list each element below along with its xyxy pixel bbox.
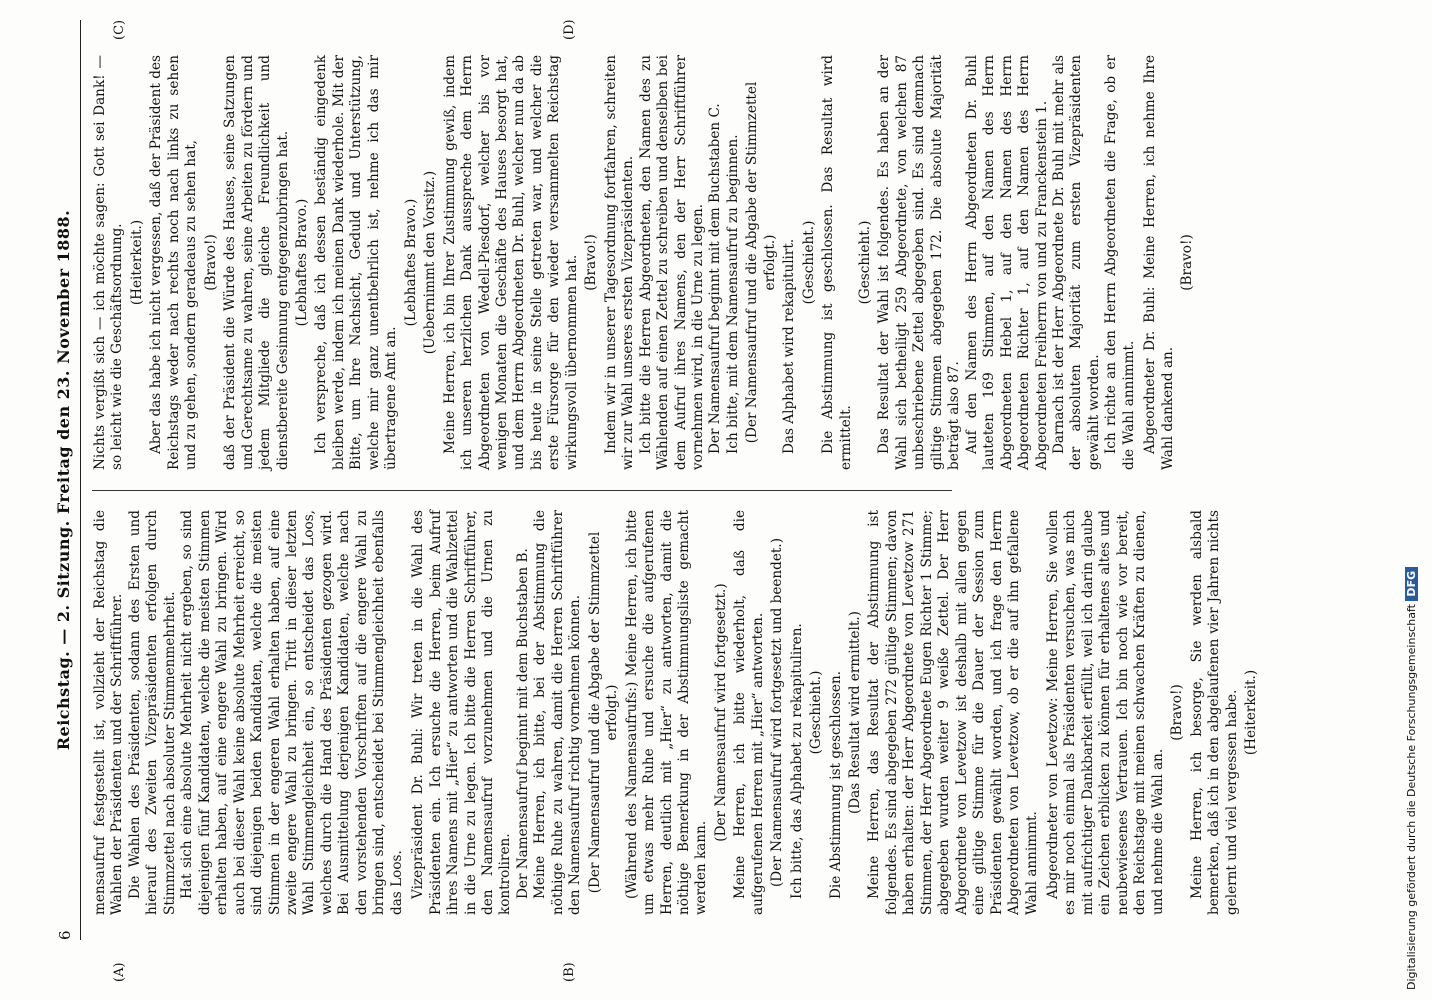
stage-direction: (Geschieht.) — [808, 670, 825, 755]
stage-direction: (Bravo!) — [583, 234, 600, 291]
stage-direction: (Heiterkeit.) — [1243, 669, 1259, 756]
running-title: Reichstag. — 2. Sitzung. Freitag den 23. November 1888. — [54, 209, 73, 751]
paragraph: Meine Herren, ich besorge, Sie werden alsbald bemerken, daß ich in den abgelaufenen vier Jahren nichts gelernt und viel vergessen habe. — [1188, 510, 1240, 915]
paragraph: mensaufruf festgestellt ist, vollzieht der Reichstag die Wahlen der Präsidenten und der Schriftführer. — [92, 510, 126, 915]
paragraph: Das Resultat der Wahl ist folgendes. Es haben an der Wahl sich betheiligt 259 Abgeordnete, von welchen 87 unbeschriebene Zettel abgegeben sind. Es sind demnach giltige Stimmen abgegeben 172. Die absolute Majorität beträgt also 87. — [876, 55, 963, 470]
stage-direction: (Das Resultat wird ermittelt.) — [847, 611, 864, 815]
paragraph: Das Alphabet wird rekapitulirt. — [781, 238, 798, 454]
paragraph: Meine Herren, ich bin Ihrer Zustimmung gewiß, indem ich unseren herzlichen Dank ausspreche dem Herrn Abgeordneten von Wedell-Piesdorf, welcher bis vor wenigen Monaten die Geschäfte des Hauses besorgt hat, und dem Herrn Abgeordneten Dr. Buhl, welcher nun da ab bis heute in seine Stelle getreten war, und welcher die erste Fürsorge für den wieder versammelten Reichstag wirkungsvoll übernommen hat. — [441, 55, 580, 470]
column-divider — [92, 490, 952, 491]
paragraph: Der Namensaufruf beginnt mit dem Buchstaben C. — [707, 103, 724, 454]
paragraph: Hat sich eine absolute Mehrheit nicht ergeben, so sind diejenigen fünf Kandidaten, welche die meisten Stimmen erhalten haben, auf eine engere Wahl zu bringen. Wird auch bei dieser Wahl keine absolute Mehrheit erreicht, so sind diejenigen beiden Kandidaten, welche die meisten Stimmen in der engeren Wahl erhalten haben, auf eine zweite engere Wahl zu bringen. Tritt in dieser letzten Wahl Stimmengleichheit ein, so entscheidet das Loos, welches durch die Hand des Präsidenten gezogen wird. Bei Ausmittelung derjenigen Kandidaten, welche nach den vorstehenden Vorschriften auf die engere Wahl zu bringen sind, entscheidet bei Stimmengleichheit ebenfalls das Loos. — [179, 510, 405, 915]
paragraph: Die Abstimmung ist geschlossen. — [827, 670, 844, 899]
margin-mark-a: (A) — [112, 962, 127, 982]
stage-direction: (Geschieht.) — [800, 220, 817, 305]
stage-direction: (Bravo!) — [202, 234, 219, 291]
paragraph: Ich bitte, das Alphabet zu rekapituliren. — [788, 623, 805, 899]
paragraph: Aber das habe ich nicht vergessen, daß der Präsident des Reichstags weder nach rechts noch nach links zu sehen und zu gehen, sondern geradeaus zu sehen hat, — [148, 55, 200, 470]
dfg-logo: DFG — [1405, 567, 1418, 601]
stage-direction: (Geschieht.) — [857, 220, 874, 305]
speaker-paragraph: Abgeordneter von Levetzow: Meine Herren, Sie wollen es mir noch einmal als Präsidenten versuchen, was mich mit aufrichtiger Dankbarkeit erfüllt, weil ich darin glaube ein Zeichen erblicken zu können für erhaltenes altes und neubewiesenes Vertrauen. Ich bin noch wie vor bereit, den Reichstage mit meinen schwachen Kräften zu dienen, und nehme die Wahl an. — [1045, 510, 1166, 915]
stage-direction: (Der Namensaufruf und die Abgabe der Stimmzettel erfolgt.) — [744, 81, 778, 444]
credit-text: Digitalisierung gefördert durch die Deutsche Forschungsgemeinschaft — [1405, 604, 1418, 990]
paragraph: Auf den Namen des Herrn Abgeordneten Dr. Buhl lauteten 169 Stimmen, auf den Namen des Herrn Abgeordneten Hebel 1, auf den Namen des Herrn Abgeordneten Richter 1, auf den Namen des Herrn Abgeordneten Freiherrn von und zu Franckenstein 1. — [963, 55, 1050, 470]
page-number: 6 — [56, 930, 74, 940]
paragraph: Meine Herren, ich bitte wiederholt, daß die aufgerufenen Herren mit „Hier“ antworten. — [732, 510, 766, 915]
paragraph: Nichts vergißt sich — ich möchte sagen: Gott sei Dank! — so leicht wie die Geschäftsordnung. — [92, 55, 126, 470]
stage-direction: (Der Namensaufruf wird fortgesetzt.) — [712, 583, 729, 842]
stage-direction: (Der Namensaufruf und die Abgabe der Stimmzettel erfolgt.) — [586, 531, 621, 894]
paragraph: Indem wir in unserer Tagesordnung fortfahren, schreiten wir zur Wahl unseres ersten Vizepräsidenten. — [602, 55, 637, 470]
paragraph: Darnach ist der Herr Abgeordnete Dr. Buhl mit mehr als der absoluten Majorität zum ersten Vizepräsidenten gewählt worden. — [1051, 55, 1102, 470]
stage-direction: (Uebernimmt den Vorsitz.) — [422, 170, 439, 355]
paragraph: (Während des Namensaufrufs:) Meine Herren, ich bitte um etwas mehr Ruhe und ersuche die aufgerufenen Herren, deutlich mit „Hier“ zu antworten, damit die nöthige Bemerkung in der Abstimmungsliste gemacht werden kann. — [623, 510, 710, 915]
page-header — [50, 20, 81, 940]
paragraph: Der Namensaufruf beginnt mit dem Buchstaben B. — [514, 548, 531, 899]
margin-mark-d: (D) — [562, 19, 577, 40]
paragraph: Meine Herren, das Resultat der Abstimmung ist folgendes. Es sind abgegeben 272 gültige Stimmen; davon haben erhalten: der Herr Abgeordnete von Levetzow 271 Stimmen, der Herr Abgeordnete Eugen Richter 1 Stimme; abgegeben wurden weiter 9 weiße Zettel. Der Herr Abgeordnete von Levetzow ist deshalb mit allen gegen eine giltige Stimme für die Dauer der Session zum Präsidenten gewählt worden, und ich frage den Herrn Abgeordneten von Levetzow, ob er die auf ihn gefallene Wahl annimmt. — [866, 510, 1040, 915]
stage-direction: (Lebhaftes Bravo.) — [293, 198, 310, 327]
margin-mark-c: (C) — [112, 19, 127, 40]
speaker-paragraph: Vizepräsident Dr. Buhl: Wir treten in die Wahl des Präsidenten ein. Ich ersuche die Herren, beim Aufruf ihres Namens mit „Hier“ zu antworten und die Wahlzettel in die Urne zu legen. Ich bitte die Herren Schriftführer, den Namensaufruf vorzunehmen und die Urnen zu kontroliren. — [410, 510, 514, 915]
stage-direction: (Bravo!) — [1179, 234, 1196, 291]
left-text-column — [92, 510, 1262, 915]
paragraph: daß der Präsident die Würde des Hauses, seine Satzungen und Gerechtsame zu wahren, seine Arbeiten zu fördern und jedem Mitgliede die gleiche Freundlichkeit und dienstbereite Gesinnung entgegenzubringen hat. — [222, 55, 291, 470]
paragraph: Ich bitte die Herren Abgeordneten, den Namen des zu Wählenden auf einen Zettel zu schreiben und denselben bei dem Aufruf ihres Namens, den der Herr Schriftführer vornehmen wird, in die Urne zu legen. — [637, 55, 706, 470]
paragraph: Ich bitte, mit dem Namensaufruf zu beginnen. — [724, 134, 741, 454]
paragraph: Ich verspreche, daß ich dessen beständig eingedenk bleiben werde, indem ich meinen Dank wiederhole. Mit der Bitte, um Ihre Nachsicht, Geduld und Unterstützung, welche mir ganz unentbehrlich ist, nehme ich das mir übertragene Amt an. — [313, 55, 400, 470]
paragraph: Die Wahlen des Präsidenten, sodann des Ersten und hierauf des Zweiten Vizepräsidenten erfolgen durch Stimmzettel nach absoluter Stimmenmehrheit. — [126, 510, 178, 915]
stage-direction: (Bravo!) — [1169, 684, 1186, 741]
digitization-credit — [1405, 567, 1418, 990]
stage-direction: (Der Namensaufruf wird fortgesetzt und beendet.) — [769, 538, 786, 887]
speaker-paragraph: Abgeordneter Dr. Buhl: Meine Herren, ich nehme Ihre Wahl dankend an. — [1142, 55, 1176, 470]
right-text-column — [92, 55, 1199, 470]
margin-mark-b: (B) — [562, 962, 577, 982]
paragraph: Die Abstimmung ist geschlossen. Das Resultat wird ermittelt. — [820, 55, 854, 470]
paragraph: Ich richte an den Herrn Abgeordneten die Frage, ob er die Wahl annimmt. — [1103, 55, 1137, 470]
stage-direction: (Heiterkeit.) — [128, 219, 145, 306]
stage-direction: (Lebhaftes Bravo.) — [402, 198, 419, 327]
paragraph: Meine Herren, ich bitte, bei der Abstimmung die nöthige Ruhe zu wahren, damit die Herren Schriftführer den Namensaufruf richtig vornehmen können. — [532, 510, 584, 915]
